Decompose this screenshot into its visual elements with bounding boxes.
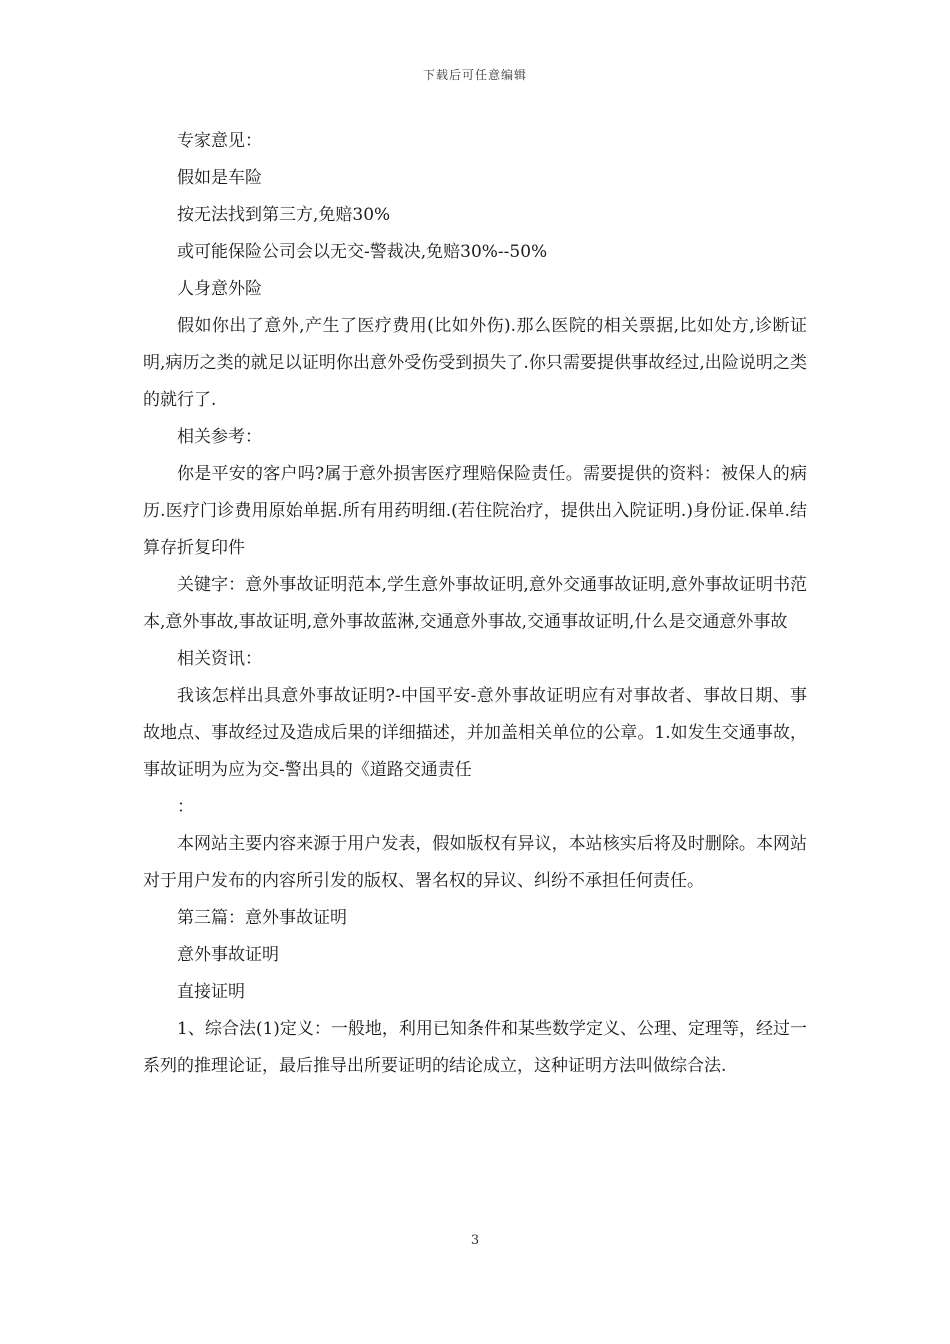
page-number: 3: [470, 1233, 480, 1248]
paragraph-colon: ：: [177, 797, 194, 817]
paragraph-no-third-party: 按无法找到第三方,免赔30%: [177, 205, 391, 225]
document-body: [143, 123, 807, 1085]
paragraph-synthetic-method: 1、综合法(1)定义：一般地，利用已知条件和某些数学定义、公理、定理等，经过一系列的推理论证，最后推导出所要证明的结论成立，这种证明方法叫做综合法.: [143, 1019, 807, 1076]
page-header: 下载后可任意编辑: [422, 68, 527, 82]
paragraph-personal-accident: 人身意外险: [177, 279, 262, 299]
paragraph-keywords: 关键字：意外事故证明范本,学生意外事故证明,意外交通事故证明,意外事故证明书范本,意外事故,事故证明,意外事故蓝淋,交通意外事故,交通事故证明,什么是交通意外事故: [143, 575, 807, 632]
paragraph-chapter-three: 第三篇：意外事故证明: [177, 908, 347, 928]
paragraph-medical-expenses: 假如你出了意外,产生了医疗费用(比如外伤).那么医院的相关票据,比如处方,诊断证明,病历之类的就足以证明你出意外受伤受到损失了.你只需要提供事故经过,出险说明之类的就行了.: [143, 316, 807, 410]
paragraph-how-to-issue: 我该怎样出具意外事故证明?-中国平安-意外事故证明应有对事故者、事故日期、事故地点、事故经过及造成后果的详细描述，并加盖相关单位的公章。1.如发生交通事故，事故证明为应为交-警出具的《道路交通责任: [143, 686, 807, 780]
paragraph-direct-proof: 直接证明: [177, 982, 245, 1002]
paragraph-pingan-customer: 你是平安的客户吗?属于意外损害医疗理赔保险责任。需要提供的资料：被保人的病历.医疗门诊费用原始单据.所有用药明细.(若住院治疗，提供出入院证明.)身份证.保单.结算存折复印件: [143, 464, 807, 558]
paragraph-car-insurance: 假如是车险: [177, 168, 262, 188]
paragraph-accident-proof-title: 意外事故证明: [177, 945, 279, 965]
paragraph-reference-heading: 相关参考：: [177, 427, 262, 447]
paragraph-expert-opinion-heading: 专家意见：: [177, 131, 262, 151]
paragraph-news-heading: 相关资讯：: [177, 649, 262, 669]
paragraph-police-ruling: 或可能保险公司会以无交-警裁决,免赔30%--50%: [177, 242, 548, 262]
paragraph-disclaimer: 本网站主要内容来源于用户发表，假如版权有异议，本站核实后将及时删除。本网站对于用户发布的内容所引发的版权、署名权的异议、纠纷不承担任何责任。: [143, 834, 807, 891]
